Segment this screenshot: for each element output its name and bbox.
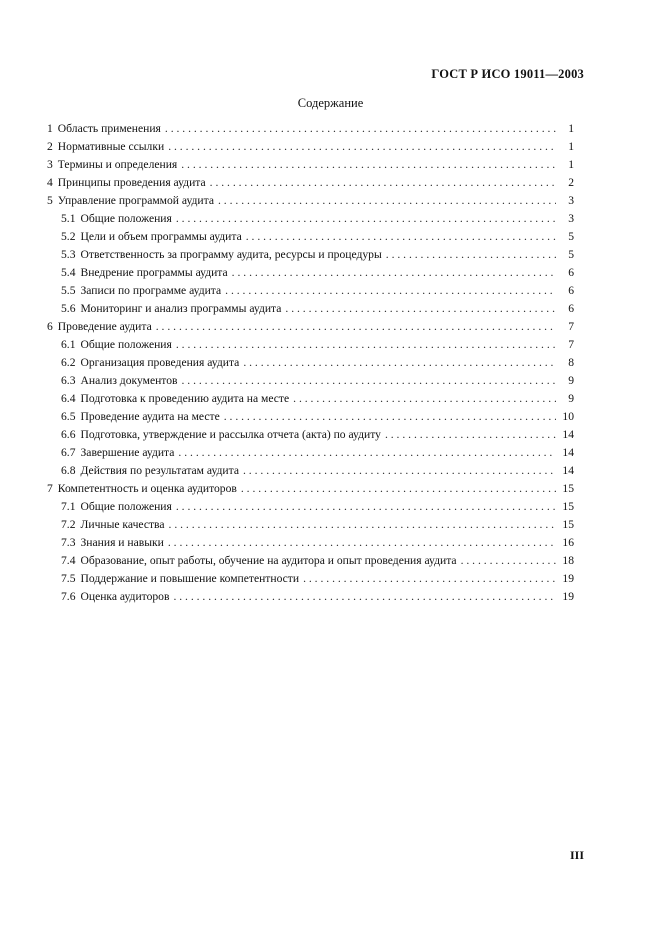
toc-entry-page: 15 [562, 482, 574, 495]
page-number: III [569, 848, 584, 862]
toc-entry [47, 516, 574, 534]
toc-entry-page: 2 [568, 176, 574, 189]
toc-entry [47, 156, 574, 174]
dot-leader [218, 192, 556, 210]
toc-entry-page: 14 [562, 428, 574, 441]
toc-entry-page: 7 [568, 320, 574, 333]
toc-entry-title: Общие положения [80, 212, 172, 225]
toc-entry [47, 354, 574, 372]
dot-leader [385, 426, 556, 444]
toc-entry-title: Действия по результатам аудита [80, 464, 239, 477]
toc-entry [47, 462, 574, 480]
toc-entry-page: 1 [568, 140, 574, 153]
toc-entry-title: Принципы проведения аудита [57, 176, 206, 189]
toc-entry [47, 246, 574, 264]
toc-entry-number: 1 [47, 122, 53, 135]
toc-entry [47, 426, 574, 444]
toc-entry-number: 7.2 [61, 518, 76, 531]
toc-entry-number: 5.2 [61, 230, 76, 243]
dot-leader [243, 462, 556, 480]
toc-entry-number: 5.4 [61, 266, 76, 279]
toc-entry-title: Образование, опыт работы, обучение на аудитора и опыт проведения аудита [80, 554, 457, 567]
toc-entry-page: 7 [568, 338, 574, 351]
toc-entry-page: 14 [562, 446, 574, 459]
toc-entry-number: 6.6 [61, 428, 76, 441]
dot-leader [293, 390, 556, 408]
toc-entry [47, 570, 574, 588]
dot-leader [386, 246, 556, 264]
toc-entry-title: Нормативные ссылки [57, 140, 165, 153]
toc-entry-page: 6 [568, 302, 574, 315]
toc-entry-number: 5.5 [61, 284, 76, 297]
toc-entry-title: Проведение аудита на месте [80, 410, 220, 423]
dot-leader [285, 300, 556, 318]
dot-leader [210, 174, 556, 192]
toc-entry-page: 3 [568, 212, 574, 225]
toc-entry-number: 2 [47, 140, 53, 153]
toc-entry-title: Подготовка, утверждение и рассылка отчета (акта) по аудиту [80, 428, 381, 441]
toc-entry-title: Управление программой аудита [57, 194, 214, 207]
toc-entry-title: Область применения [57, 122, 161, 135]
toc-entry-title: Мониторинг и анализ программы аудита [80, 302, 282, 315]
dot-leader [176, 336, 556, 354]
toc-entry-number: 3 [47, 158, 53, 171]
toc-entry-number: 6.4 [61, 392, 76, 405]
toc-entry-title: Внедрение программы аудита [80, 266, 228, 279]
toc-entry-page: 15 [562, 500, 574, 513]
dot-leader [243, 354, 556, 372]
toc-entry-number: 6.7 [61, 446, 76, 459]
toc-entry-page: 5 [568, 230, 574, 243]
toc-entry [47, 498, 574, 516]
toc-entry-title: Подготовка к проведению аудита на месте [80, 392, 290, 405]
dot-leader [176, 498, 556, 516]
dot-leader [246, 228, 556, 246]
toc-entry [47, 300, 574, 318]
toc-entry-number: 6.1 [61, 338, 76, 351]
toc-entry [47, 444, 574, 462]
toc-entry-page: 19 [562, 572, 574, 585]
toc-entry-number: 6 [47, 320, 53, 333]
toc-entry [47, 336, 574, 354]
toc-entry [47, 174, 574, 192]
toc-entry [47, 210, 574, 228]
toc-entry [47, 372, 574, 390]
dot-leader [165, 120, 556, 138]
toc-entry-number: 5.3 [61, 248, 76, 261]
toc-entry-page: 19 [562, 590, 574, 603]
toc-entry [47, 480, 574, 498]
toc-entry-title: Общие положения [80, 338, 172, 351]
toc-entry [47, 408, 574, 426]
dot-leader [168, 534, 556, 552]
toc-entry [47, 390, 574, 408]
toc-entry-number: 7.1 [61, 500, 76, 513]
toc-entry [47, 264, 574, 282]
toc-entry-page: 5 [568, 248, 574, 261]
toc-entry-title: Анализ документов [80, 374, 178, 387]
dot-leader [169, 516, 556, 534]
toc-entry [47, 138, 574, 156]
toc-entry [47, 552, 574, 570]
toc-entry-page: 8 [568, 356, 574, 369]
toc-entry-page: 10 [562, 410, 574, 423]
toc-entry [47, 282, 574, 300]
dot-leader [156, 318, 556, 336]
toc-entry-title: Знания и навыки [80, 536, 164, 549]
toc-entry-page: 1 [568, 158, 574, 171]
toc-entry [47, 588, 574, 606]
toc-entry [47, 228, 574, 246]
toc-entry-title: Проведение аудита [57, 320, 152, 333]
toc-entry [47, 318, 574, 336]
dot-leader [224, 408, 556, 426]
toc-entry-page: 6 [568, 284, 574, 297]
toc-entry-number: 5.6 [61, 302, 76, 315]
toc-entry-title: Ответственность за программу аудита, ресурсы и процедуры [80, 248, 382, 261]
toc-entry-number: 7.6 [61, 590, 76, 603]
dot-leader [181, 372, 556, 390]
dot-leader [241, 480, 556, 498]
toc-entry-title: Завершение аудита [80, 446, 175, 459]
toc-entry-number: 7.3 [61, 536, 76, 549]
toc-entry-number: 6.8 [61, 464, 76, 477]
document-header: ГОСТ Р ИСО 19011—2003 [431, 67, 584, 81]
table-of-contents [47, 120, 574, 606]
toc-entry-page: 18 [562, 554, 574, 567]
toc-entry-title: Термины и определения [57, 158, 178, 171]
toc-entry [47, 534, 574, 552]
toc-entry-page: 3 [568, 194, 574, 207]
toc-entry-number: 5 [47, 194, 53, 207]
toc-entry-title: Поддержание и повышение компетентности [80, 572, 300, 585]
dot-leader [225, 282, 556, 300]
toc-entry-number: 7.4 [61, 554, 76, 567]
dot-leader [176, 210, 556, 228]
toc-entry-number: 6.5 [61, 410, 76, 423]
toc-entry-page: 9 [568, 392, 574, 405]
dot-leader [303, 570, 556, 588]
toc-entry-number: 7.5 [61, 572, 76, 585]
toc-entry-number: 7 [47, 482, 53, 495]
toc-entry-title: Личные качества [80, 518, 165, 531]
dot-leader [461, 552, 556, 570]
toc-entry-title: Общие положения [80, 500, 172, 513]
toc-entry-number: 6.3 [61, 374, 76, 387]
toc-entry-title: Компетентность и оценка аудиторов [57, 482, 237, 495]
toc-entry-number: 6.2 [61, 356, 76, 369]
dot-leader [173, 588, 556, 606]
toc-entry-number: 4 [47, 176, 53, 189]
dot-leader [178, 444, 556, 462]
toc-entry-page: 14 [562, 464, 574, 477]
toc-entry-title: Оценка аудиторов [80, 590, 170, 603]
dot-leader [168, 138, 556, 156]
toc-entry-page: 6 [568, 266, 574, 279]
toc-entry-title: Организация проведения аудита [80, 356, 240, 369]
toc-entry-number: 5.1 [61, 212, 76, 225]
dot-leader [181, 156, 556, 174]
toc-entry-title: Цели и объем программы аудита [80, 230, 242, 243]
toc-entry-title: Записи по программе аудита [80, 284, 222, 297]
page-title: Содержание [297, 96, 364, 110]
toc-entry-page: 1 [568, 122, 574, 135]
toc-entry [47, 120, 574, 138]
dot-leader [232, 264, 556, 282]
toc-entry [47, 192, 574, 210]
toc-entry-page: 16 [562, 536, 574, 549]
toc-entry-page: 15 [562, 518, 574, 531]
toc-entry-page: 9 [568, 374, 574, 387]
